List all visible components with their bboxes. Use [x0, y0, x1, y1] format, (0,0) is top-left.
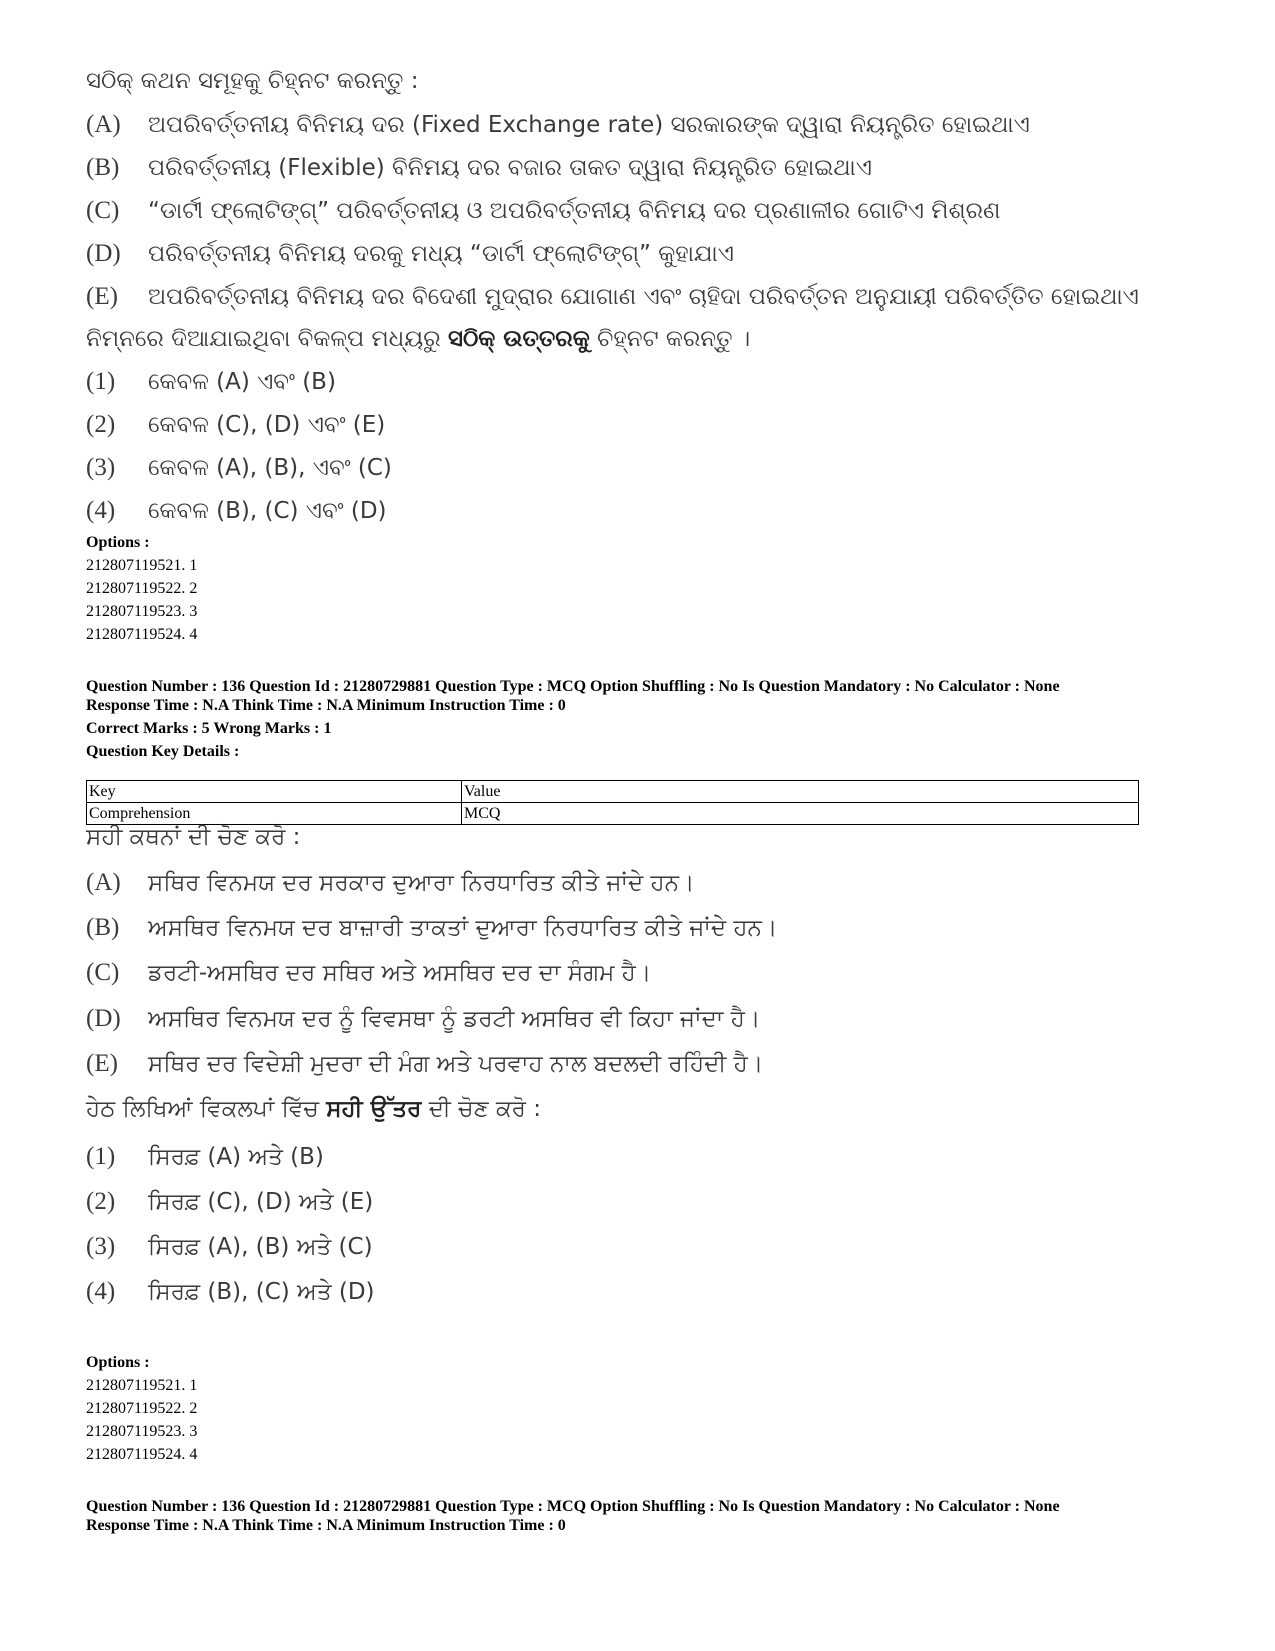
option-item: 212807119521. 1 [86, 1377, 198, 1394]
odia-choice-4 [86, 496, 387, 526]
choice-label: (1) [86, 1143, 116, 1170]
question-meta-line2: Response Time : N.A Think Time : N.A Minimum Instruction Time : 0 [86, 697, 566, 714]
choice-text: ਸਿਰਫ਼ (B), (C) ਅਤੇ (D) [148, 1279, 375, 1305]
table-header-key: Key [87, 781, 462, 803]
choice-text: କେବଳ (A) ଏବଂ (B) [148, 369, 336, 395]
odia-statement-c [86, 196, 1000, 226]
table-header-value: Value [462, 781, 1139, 803]
punjabi-statement-c [86, 958, 651, 988]
choice-text: କେବଳ (A), (B), ଏବଂ (C) [148, 455, 392, 481]
marks-line: Correct Marks : 5 Wrong Marks : 1 [86, 720, 332, 737]
option-item: 212807119523. 3 [86, 603, 198, 620]
question-meta-line1: Question Number : 136 Question Id : 21280729881 Question Type : MCQ Option Shuffling : No Is Question Mandatory : No Calculator : None [86, 1498, 1060, 1515]
statement-text: ਅਸਥਿਰ ਵਿਨਮਯ ਦਰ ਬਾਜ਼ਾਰੀ ਤਾਕਤਾਂ ਦੁਆਰਾ ਨਿਰਧਾਰਿਤ ਕੀਤੇ ਜਾਂਦੇ ਹਨ। [148, 915, 778, 941]
odia-instruction [86, 324, 750, 354]
choice-text: ਸਿਰਫ਼ (A) ਅਤੇ (B) [148, 1144, 324, 1170]
punjabi-prompt: ਸਹੀ ਕਥਨਾਂ ਦੀ ਚੋਣ ਕਰੋ : [86, 824, 301, 850]
punjabi-choice-1 [86, 1142, 324, 1172]
option-item: 212807119524. 4 [86, 626, 198, 643]
choice-label: (2) [86, 1188, 116, 1215]
instruction-text: ਹੇਠ ਲਿਖਿਆਂ ਵਿਕਲਪਾਂ ਵਿੱਚ [86, 1096, 327, 1122]
choice-label: (4) [86, 1278, 116, 1305]
odia-statement-a [86, 110, 1030, 140]
choice-label: (2) [86, 411, 116, 438]
key-details-table [86, 780, 1139, 825]
option-item: 212807119522. 2 [86, 1400, 198, 1417]
option-item: 212807119522. 2 [86, 580, 198, 597]
punjabi-statement-a [86, 868, 695, 898]
statement-label: (C) [86, 959, 120, 986]
odia-choice-3 [86, 453, 392, 483]
statement-label: (B) [86, 154, 120, 181]
question-meta-line2: Response Time : N.A Think Time : N.A Minimum Instruction Time : 0 [86, 1517, 566, 1534]
odia-statement-b [86, 153, 872, 183]
punjabi-statement-e [86, 1049, 763, 1079]
key-details-heading: Question Key Details : [86, 743, 240, 760]
punjabi-choice-4 [86, 1277, 375, 1307]
choice-label: (3) [86, 1233, 116, 1260]
odia-statement-e [86, 282, 1139, 312]
choice-text: କେବଳ (B), (C) ଏବଂ (D) [148, 498, 387, 524]
instruction-bold: ସଠିକ୍ ଉତ୍ତରକୁ [447, 326, 590, 352]
option-item: 212807119523. 3 [86, 1423, 198, 1440]
punjabi-choice-2 [86, 1187, 373, 1217]
choice-text: କେବଳ (C), (D) ଏବଂ (E) [148, 412, 386, 438]
instruction-bold: ਸਹੀ ਉੱਤਰ [326, 1096, 422, 1122]
option-item: 212807119524. 4 [86, 1446, 198, 1463]
odia-choice-2 [86, 410, 385, 440]
punjabi-statement-d [86, 1004, 760, 1034]
statement-text: ପରିବର୍ତ୍ତନୀୟ ବିନିମୟ ଦରକୁ ମଧ୍ୟ “ଡାର୍ଟୀ ଫ୍ଲୋଟିଙ୍ଗ୍” କୁହାଯାଏ [148, 241, 734, 267]
punjabi-instruction [86, 1094, 541, 1124]
punjabi-statement-b [86, 913, 777, 943]
statement-text: ਸਥਿਰ ਵਿਨਮਯ ਦਰ ਸਰਕਾਰ ਦੁਆਰਾ ਨਿਰਧਾਰਿਤ ਕੀਤੇ ਜਾਂਦੇ ਹਨ। [148, 870, 695, 896]
choice-label: (3) [86, 454, 116, 481]
odia-choice-1 [86, 367, 336, 397]
option-item: 212807119521. 1 [86, 557, 198, 574]
statement-text: ਅਸਥਿਰ ਵਿਨਮਯ ਦਰ ਨੂੰ ਵਿਵਸਥਾ ਨੂੰ ਡਰਟੀ ਅਸਥਿਰ ਵੀ ਕਿਹਾ ਜਾਂਦਾ ਹੈ। [148, 1006, 761, 1032]
instruction-text: ନିମ୍ନରେ ଦିଆଯାଇଥିବା ବିକଳ୍ପ ମଧ୍ୟରୁ [86, 326, 448, 352]
statement-text: ਸਥਿਰ ਦਰ ਵਿਦੇਸ਼ੀ ਮੁਦਰਾ ਦੀ ਮੰਗ ਅਤੇ ਪਰਵਾਹ ਨਾਲ ਬਦਲਦੀ ਰਹਿੰਦੀ ਹੈ। [148, 1051, 764, 1077]
choice-label: (1) [86, 368, 116, 395]
question-meta-line1: Question Number : 136 Question Id : 21280729881 Question Type : MCQ Option Shuffling : No Is Question Mandatory : No Calculator : None [86, 678, 1060, 695]
table-cell-value: MCQ [462, 803, 1139, 825]
odia-statement-d [86, 239, 734, 269]
statement-label: (D) [86, 1005, 121, 1032]
odia-prompt: ସଠିକ୍ କଥନ ସମୂହକୁ ଚିହ୍ନଟ କରନ୍ତୁ : [86, 68, 419, 94]
options-heading: Options : [86, 534, 150, 551]
instruction-text-end: ਦੀ ਚੋਣ ਕਰੋ : [421, 1096, 541, 1122]
table-header-row [87, 781, 1139, 803]
options-heading: Options : [86, 1354, 150, 1371]
statement-text: “ଡାର୍ଟୀ ଫ୍ଲୋଟିଙ୍ଗ୍” ପରିବର୍ତ୍ତନୀୟ ଓ ଅପରିବର୍ତ୍ତନୀୟ ବିନିମୟ ଦର ପ୍ରଣାଳୀର ଗୋଟିଏ ମିଶ୍ରଣ [148, 198, 1001, 224]
instruction-text-end: ଚିହ୍ନଟ କରନ୍ତୁ । [589, 326, 751, 352]
statement-text: ਡਰਟੀ-ਅਸਥਿਰ ਦਰ ਸਥਿਰ ਅਤੇ ਅਸਥਿਰ ਦਰ ਦਾ ਸੰਗਮ ਹੈ। [148, 960, 652, 986]
statement-label: (E) [86, 283, 118, 310]
choice-label: (4) [86, 497, 116, 524]
choice-text: ਸਿਰਫ਼ (A), (B) ਅਤੇ (C) [148, 1234, 373, 1260]
statement-label: (A) [86, 869, 121, 896]
statement-label: (A) [86, 111, 121, 138]
statement-label: (B) [86, 914, 120, 941]
statement-label: (E) [86, 1050, 118, 1077]
punjabi-choice-3 [86, 1232, 373, 1262]
statement-label: (D) [86, 240, 121, 267]
statement-text: ପରିବର୍ତ୍ତନୀୟ (Flexible) ବିନିମୟ ଦର ବଜାର ତାକତ ଦ୍ୱାରା ନିୟନ୍ତ୍ରିତ ହୋଇଥାଏ [148, 155, 872, 181]
choice-text: ਸਿਰਫ਼ (C), (D) ਅਤੇ (E) [148, 1189, 374, 1215]
statement-label: (C) [86, 197, 120, 224]
statement-text: ଅପରିବର୍ତ୍ତନୀୟ ବିନିମୟ ଦର ବିଦେଶୀ ମୁଦ୍ରାର ଯୋଗାଣ ଏବଂ ଚାହିଦା ପରିବର୍ତ୍ତନ ଅନୁଯାୟୀ ପରିବର୍ତ୍ତିତ ହୋଇଥାଏ [148, 284, 1139, 310]
statement-text: ଅପରିବର୍ତ୍ତନୀୟ ବିନିମୟ ଦର (Fixed Exchange rate) ସରକାରଙ୍କ ଦ୍ୱାରା ନିୟନ୍ତ୍ରିତ ହୋଇଥାଏ [148, 112, 1030, 138]
table-cell-key: Comprehension [87, 803, 462, 825]
